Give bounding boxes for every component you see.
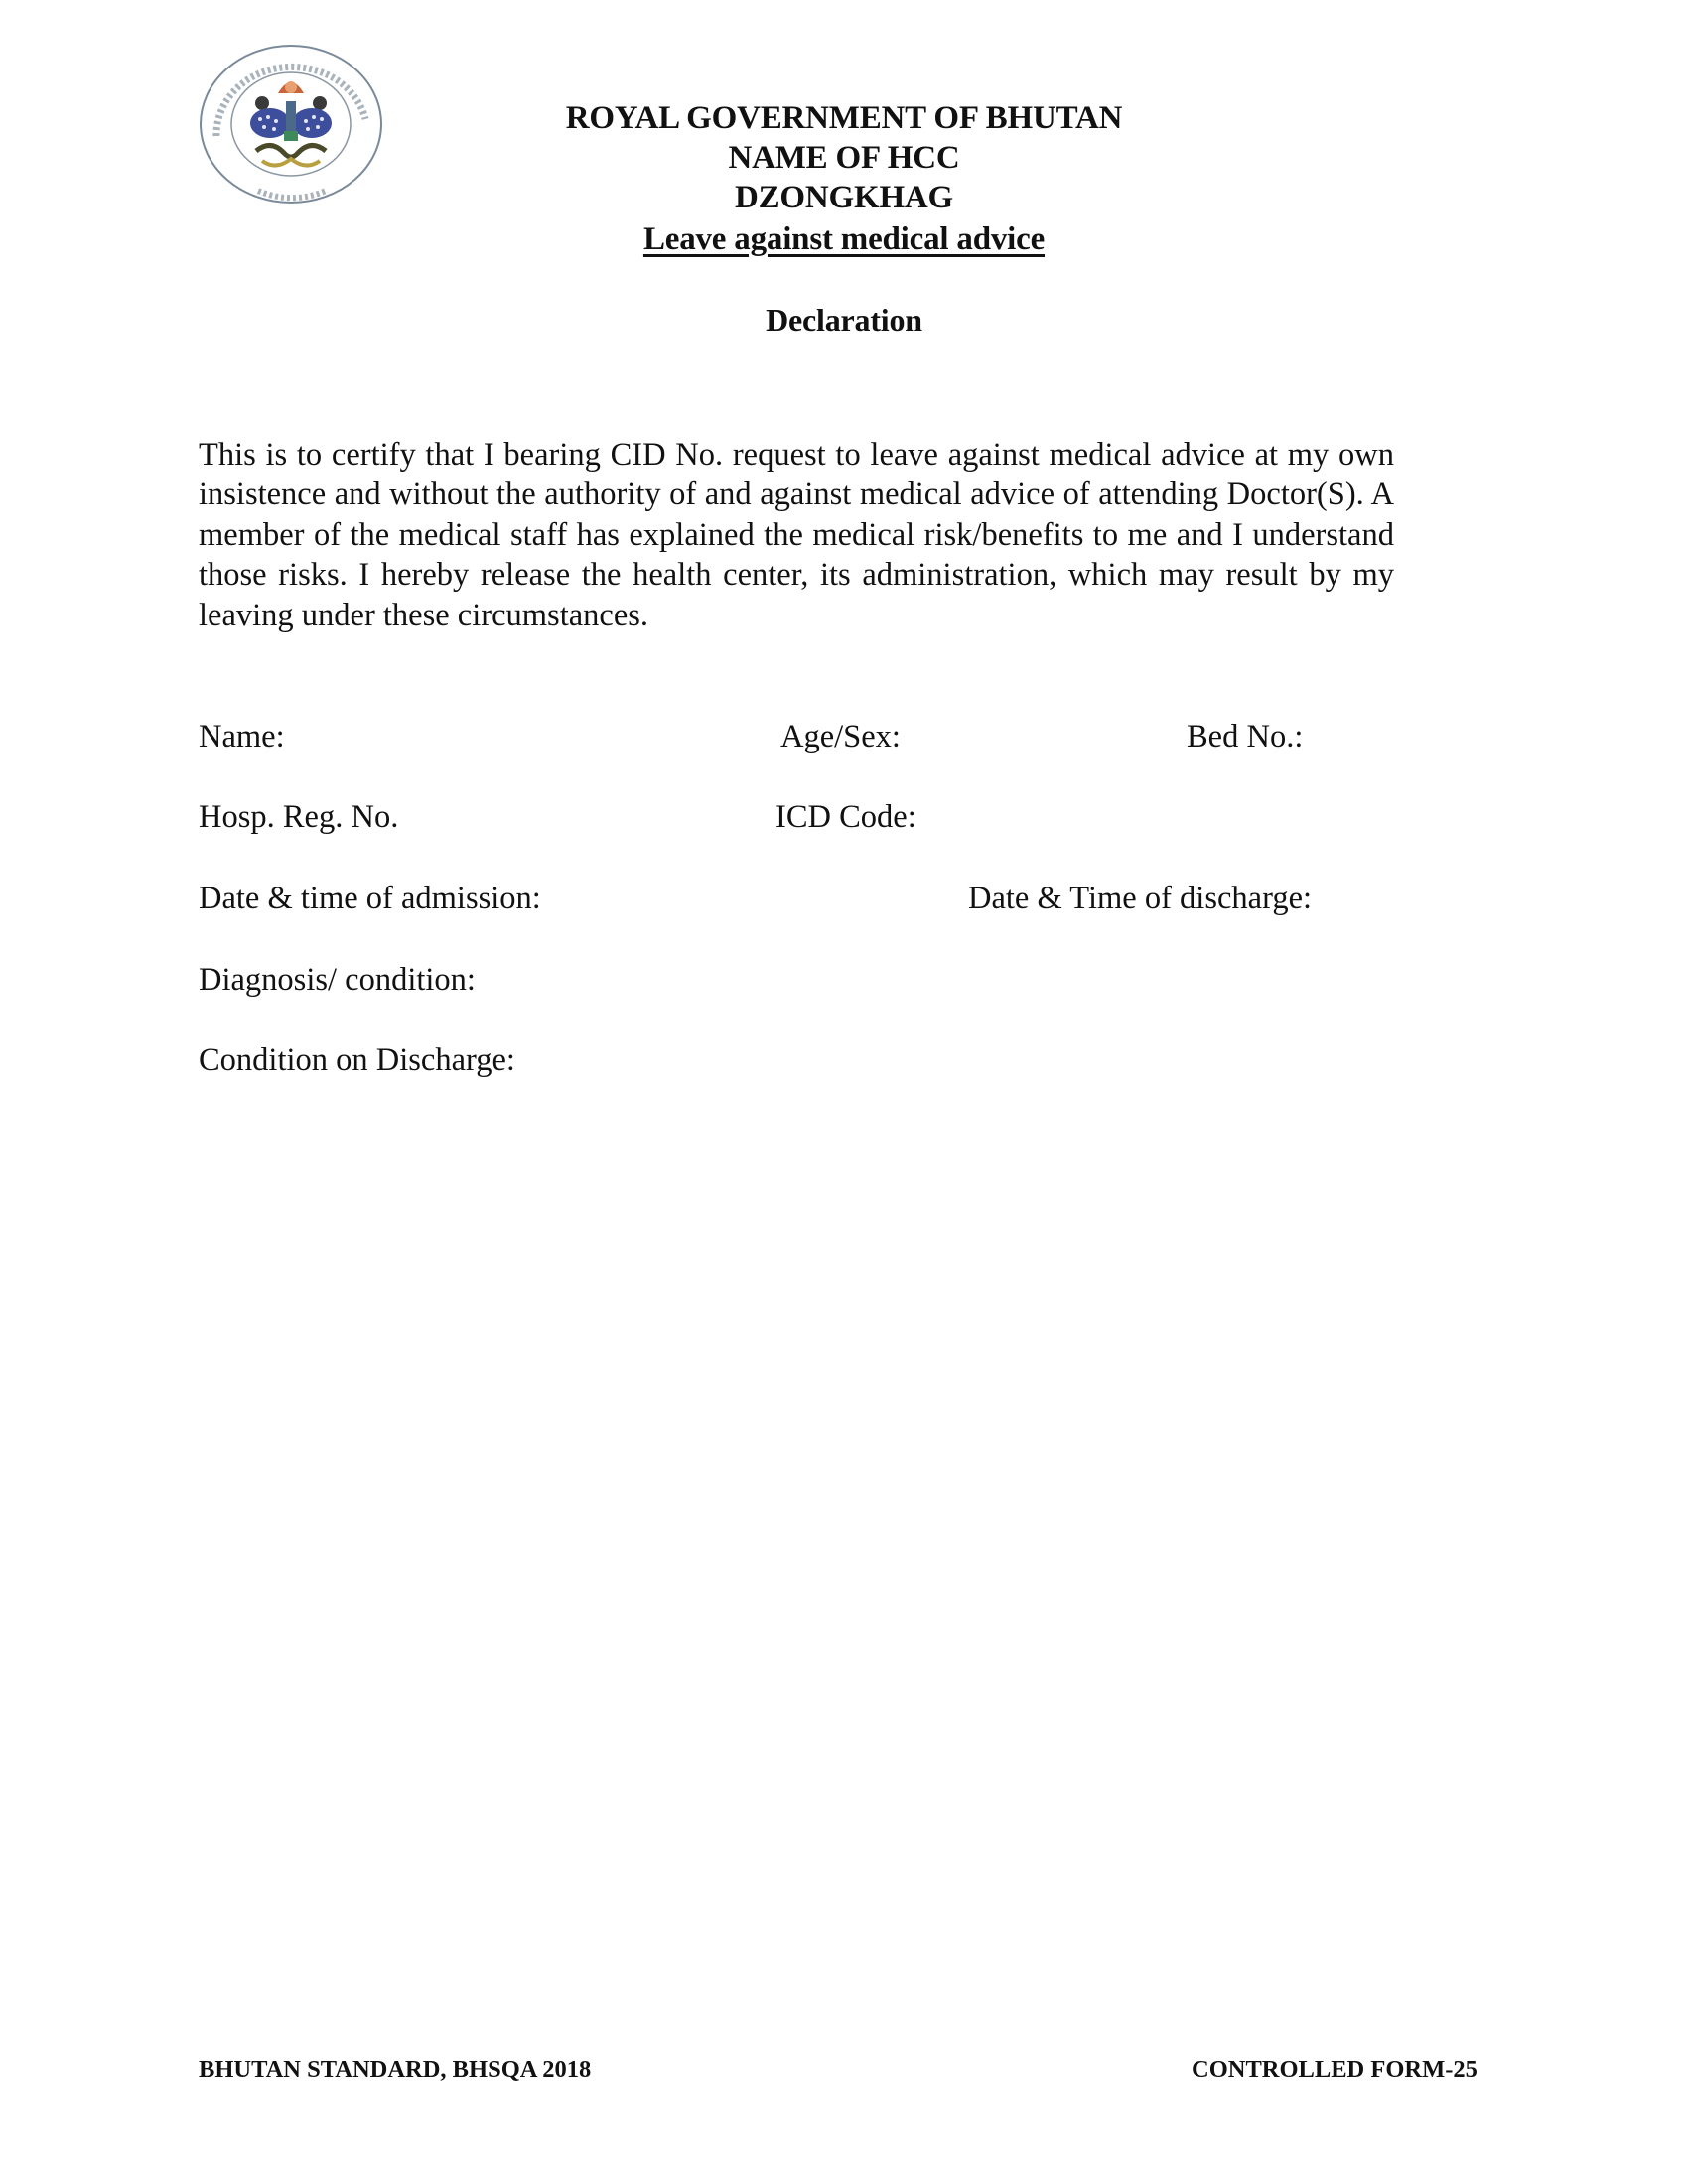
hosp-reg-no-field-label: Hosp. Reg. No. xyxy=(199,799,399,835)
discharge-datetime-field-label: Date & Time of discharge: xyxy=(968,881,1313,916)
organization-heading: ROYAL GOVERNMENT OF BHUTAN xyxy=(565,100,1123,136)
section-title: Declaration xyxy=(766,302,922,338)
district-heading: DZONGKHAG xyxy=(734,180,954,215)
declaration-paragraph: This is to certify that I bearing CID No. request to leave against medical advice at my own insistence and without the authority of and against medical advice of attending Doctor(S). A member of the medical staff has explained the medical risk/benefits to me and I understand those risks. I hereby release the health center, its administration, which may result by my leaving under these circumstances. xyxy=(199,437,1394,633)
admission-datetime-field-label: Date & time of admission: xyxy=(199,881,541,916)
diagnosis-field-label: Diagnosis/ condition: xyxy=(199,962,476,998)
age-sex-field-label: Age/Sex: xyxy=(780,719,901,754)
footer-standard: BHUTAN STANDARD, BHSQA 2018 xyxy=(199,2056,592,2083)
icd-code-field-label: ICD Code: xyxy=(775,799,916,835)
bed-no-field-label: Bed No.: xyxy=(1187,719,1304,754)
condition-on-discharge-field-label: Condition on Discharge: xyxy=(199,1042,515,1078)
form-title-text: Leave against medical advice xyxy=(642,221,1046,257)
name-field-label: Name: xyxy=(199,719,285,754)
footer-form-id: CONTROLLED FORM-25 xyxy=(1192,2056,1477,2083)
form-title xyxy=(0,219,1688,259)
facility-heading: NAME OF HCC xyxy=(728,140,960,176)
